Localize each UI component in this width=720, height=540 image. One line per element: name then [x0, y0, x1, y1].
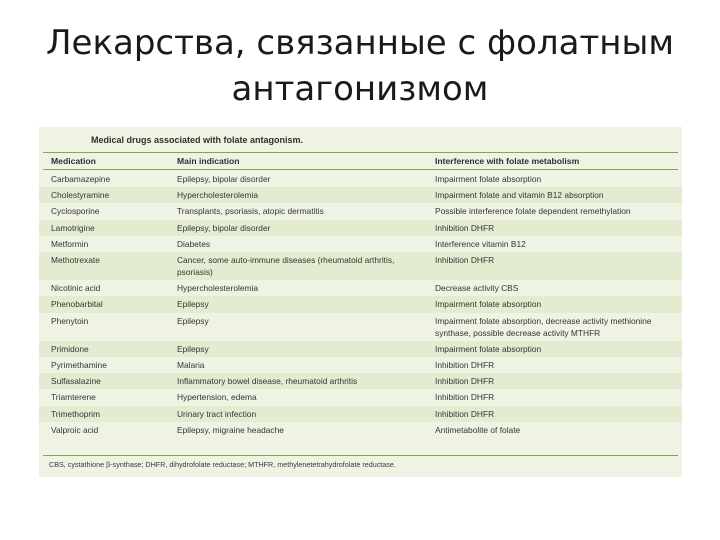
- table-row: [39, 422, 682, 438]
- table-row: [39, 389, 682, 405]
- cell-interference: Impairment folate absorption, decrease activity methionine synthase, possible decrease activity MTHFR: [435, 315, 652, 338]
- cell-interference: Antimetabolite of folate: [435, 424, 521, 435]
- table-row: [39, 406, 682, 422]
- table-row: [39, 313, 682, 341]
- cell-medication: Methotrexate: [51, 255, 100, 265]
- cell-interference: Impairment folate absorption: [435, 299, 542, 310]
- cell-medication: Carbamazepine: [51, 174, 111, 184]
- table-row: [39, 187, 682, 203]
- cell-main-indication: Hypercholesterolemia: [177, 283, 258, 294]
- cell-main-indication: Cancer, some auto-immune diseases (rheumatoid arthritis, psoriasis): [177, 255, 395, 277]
- slide-title: [0, 20, 720, 112]
- cell-main-indication: Hypertension, edema: [177, 392, 257, 403]
- cell-medication: Phenytoin: [51, 315, 89, 326]
- cell-medication: Valproic acid: [51, 424, 99, 435]
- cell-medication: Trimethoprim: [51, 408, 101, 419]
- table-header-row: [39, 154, 682, 169]
- table-header-rule: [43, 169, 678, 170]
- cell-interference: Inhibition DHFR: [435, 408, 495, 419]
- table-row: [39, 373, 682, 389]
- table-caption: Medical drugs associated with folate antagonism.: [91, 135, 304, 145]
- cell-medication: Primidone: [51, 343, 89, 354]
- slide-title-line-2: антагонизмом: [231, 69, 489, 109]
- cell-main-indication: Epilepsy, bipolar disorder: [177, 222, 271, 233]
- drug-table-figure: [39, 127, 682, 477]
- cell-interference: Inhibition DHFR: [435, 376, 495, 387]
- cell-main-indication: Urinary tract infection: [177, 408, 257, 419]
- cell-medication: Metformin: [51, 238, 89, 249]
- cell-main-indication: Epilepsy, bipolar disorder: [177, 174, 271, 184]
- cell-interference: Impairment folate and vitamin B12 absorption: [435, 190, 604, 201]
- cell-interference: Decrease activity CBS: [435, 283, 519, 294]
- cell-main-indication: Inflammatory bowel disease, rheumatoid arthritis: [177, 376, 358, 387]
- table-row: [39, 171, 682, 187]
- cell-medication: Sulfasalazine: [51, 376, 101, 387]
- cell-main-indication: Transplants, psoriasis, atopic dermatitis: [177, 206, 324, 217]
- table-bottom-rule: [43, 455, 678, 456]
- table-row: [39, 236, 682, 252]
- cell-interference: Inhibition DHFR: [435, 222, 495, 233]
- table-row: [39, 296, 682, 312]
- cell-interference: Inhibition DHFR: [435, 392, 495, 403]
- table-top-rule: [43, 152, 678, 153]
- table-row: [39, 341, 682, 357]
- slide-title-line-1: Лекарства, связанные с фолатным: [45, 23, 675, 63]
- header-medication: Medication: [51, 156, 96, 166]
- cell-interference: Impairment folate absorption: [435, 343, 542, 354]
- cell-medication: Triamterene: [51, 392, 96, 403]
- cell-main-indication: Malaria: [177, 360, 205, 370]
- table-row: [39, 220, 682, 236]
- cell-main-indication: Epilepsy, migraine headache: [177, 424, 284, 435]
- cell-medication: Cyclosporine: [51, 206, 100, 217]
- cell-interference: Impairment folate absorption: [435, 174, 542, 184]
- cell-medication: Lamotrigine: [51, 222, 95, 233]
- cell-medication: Pyrimethamine: [51, 360, 107, 370]
- header-main-indication: Main indication: [177, 156, 240, 166]
- header-interference: Interference with folate metabolism: [435, 156, 580, 166]
- cell-main-indication: Epilepsy: [177, 315, 209, 326]
- cell-interference: Inhibition DHFR: [435, 255, 495, 265]
- table-row: [39, 203, 682, 219]
- table-row: [39, 357, 682, 373]
- cell-main-indication: Hypercholesterolemia: [177, 190, 258, 201]
- cell-interference: Inhibition DHFR: [435, 360, 495, 370]
- table-footnote: CBS, cystathione β-synthase; DHFR, dihydrofolate reductase; MTHFR, methylenetetrahydrofolate reductase.: [49, 460, 396, 469]
- cell-main-indication: Diabetes: [177, 238, 211, 249]
- cell-medication: Cholestyramine: [51, 190, 110, 201]
- cell-main-indication: Epilepsy: [177, 343, 209, 354]
- cell-medication: Nicotinic acid: [51, 283, 101, 294]
- cell-main-indication: Epilepsy: [177, 299, 209, 310]
- cell-interference: Possible interference folate dependent remethylation: [435, 206, 631, 217]
- table-row: [39, 280, 682, 296]
- table-row: [39, 252, 682, 280]
- cell-medication: Phenobarbital: [51, 299, 103, 310]
- cell-interference: Interference vitamin B12: [435, 238, 526, 249]
